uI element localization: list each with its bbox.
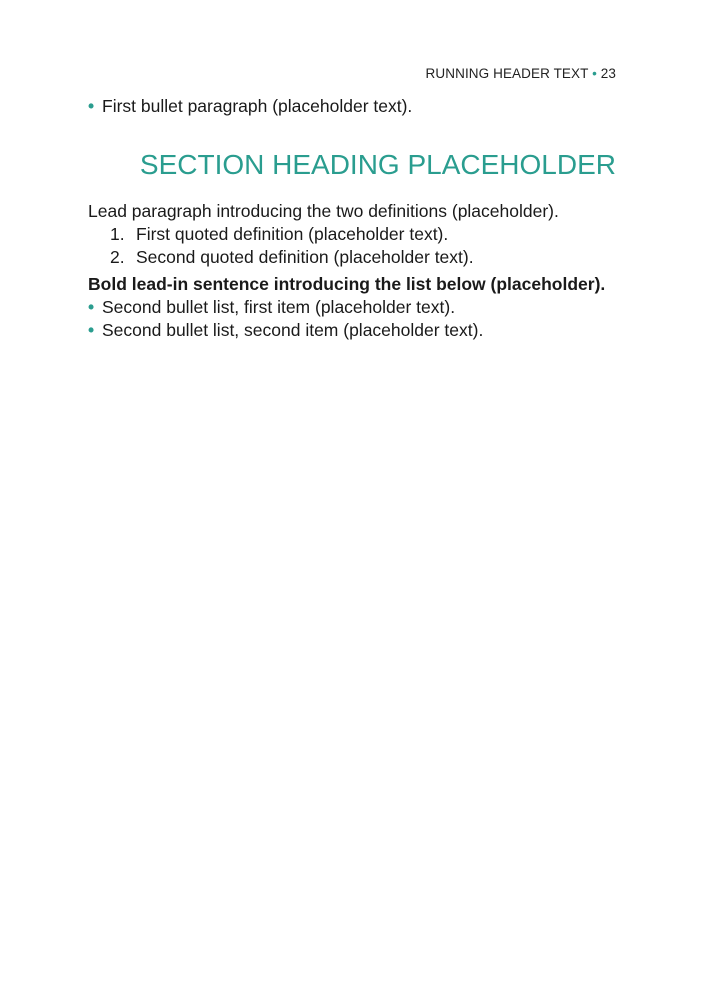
running-header-separator: • bbox=[592, 66, 597, 81]
definition-text: Second quoted definition (placeholder text). bbox=[136, 247, 474, 267]
list-item bbox=[110, 246, 616, 269]
bold-lead-paragraph: Bold lead-in sentence introducing the list below (placeholder). bbox=[88, 274, 606, 294]
list-item bbox=[88, 319, 616, 342]
list-item bbox=[88, 296, 616, 319]
running-header-title: RUNNING HEADER TEXT bbox=[425, 66, 589, 81]
bullet-text: First bullet paragraph (placeholder text). bbox=[102, 96, 413, 116]
lead-paragraph: Lead paragraph introducing the two definitions (placeholder). bbox=[88, 201, 559, 221]
list-number: 2. bbox=[110, 247, 125, 267]
list-item bbox=[110, 223, 616, 246]
bullet-text: Second bullet list, second item (placeholder text). bbox=[102, 320, 484, 340]
list-item bbox=[88, 95, 616, 118]
bullet-marker: • bbox=[88, 96, 95, 116]
bullet-marker: • bbox=[88, 320, 95, 340]
bullet-text: Second bullet list, first item (placeholder text). bbox=[102, 297, 456, 317]
page-number: 23 bbox=[600, 66, 616, 81]
definition-text: First quoted definition (placeholder text). bbox=[136, 224, 449, 244]
running-header bbox=[88, 66, 616, 81]
document-page bbox=[88, 66, 616, 342]
bullet-marker: • bbox=[88, 297, 95, 317]
section-heading: SECTION HEADING PLACEHOLDER bbox=[139, 149, 616, 180]
definitions-list bbox=[88, 223, 616, 269]
lab-tests-list bbox=[88, 296, 616, 342]
list-number: 1. bbox=[110, 224, 125, 244]
intro-bullet-list bbox=[88, 95, 616, 118]
